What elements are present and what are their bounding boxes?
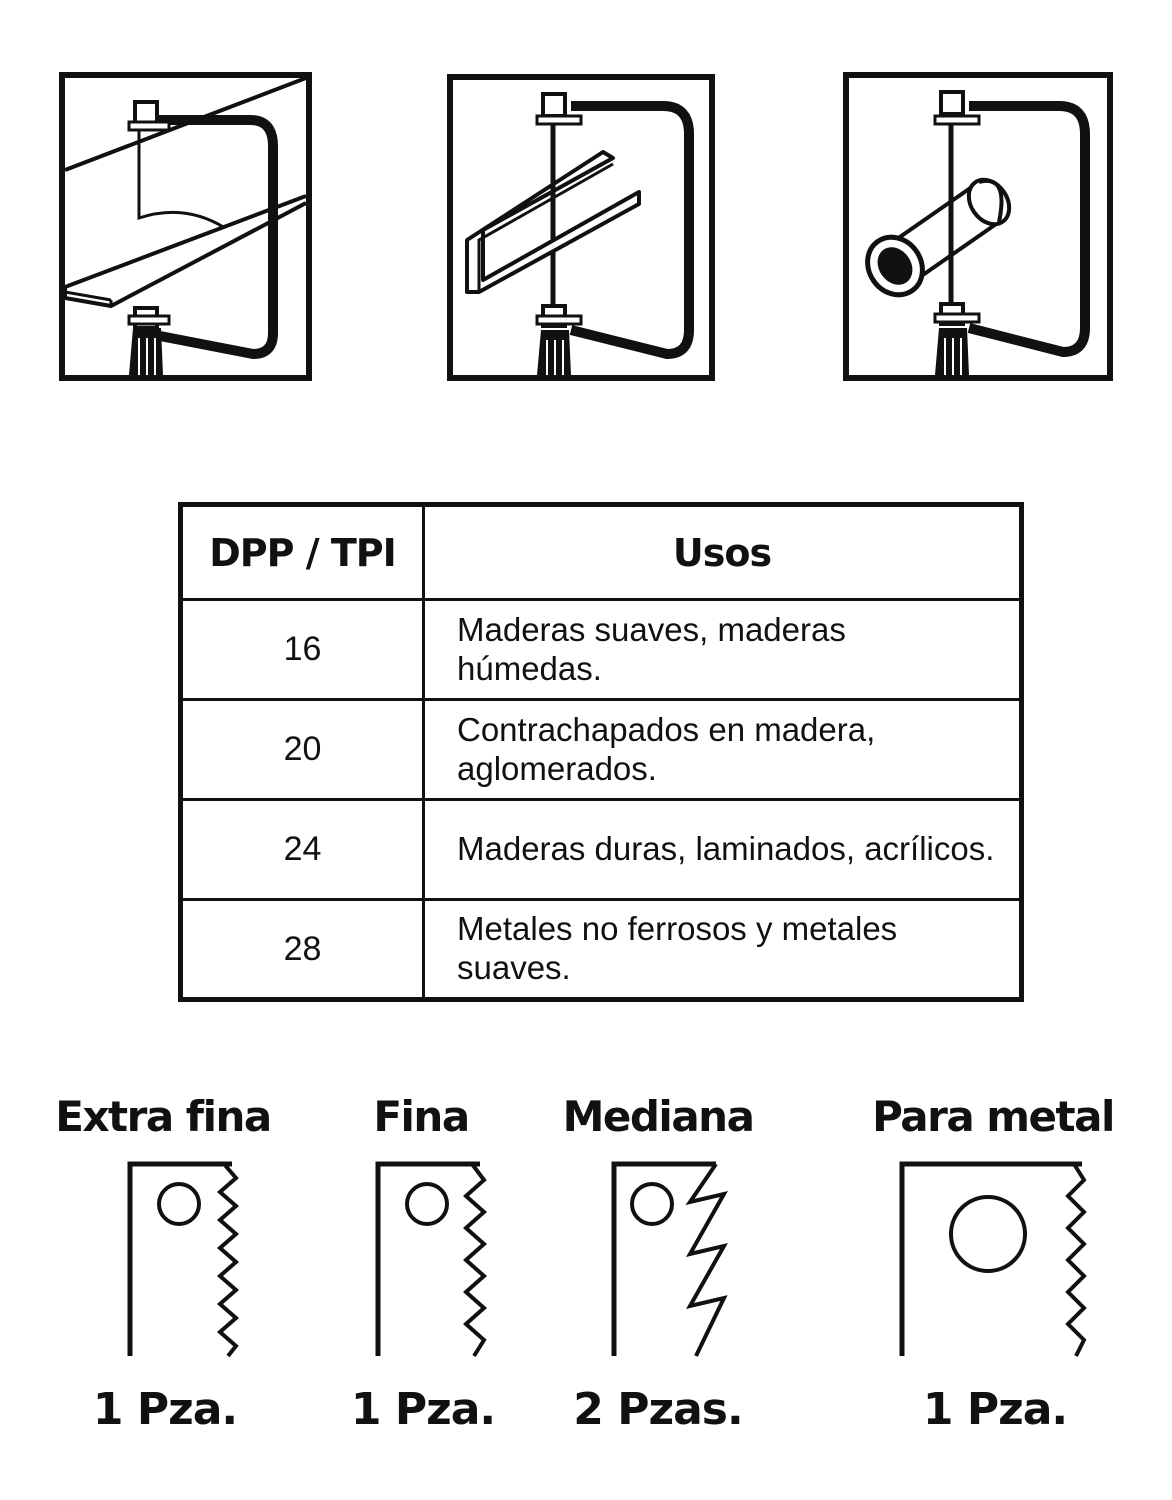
blade-quantity: 1 Pza. bbox=[350, 1384, 496, 1435]
blade-title: Mediana bbox=[562, 1092, 754, 1141]
tpi-cell: 16 bbox=[181, 600, 424, 700]
table-header-row bbox=[181, 505, 1022, 600]
column-header-tpi: DPP / TPI bbox=[181, 505, 424, 600]
table-row bbox=[181, 700, 1022, 800]
column-header-usos: Usos bbox=[424, 505, 1022, 600]
medium-blade-icon bbox=[608, 1158, 738, 1358]
blade-title: Extra fina bbox=[55, 1092, 271, 1141]
blade-title: Fina bbox=[373, 1092, 469, 1141]
illustration-tube-panel bbox=[843, 72, 1113, 381]
illustration-board-panel bbox=[59, 72, 312, 381]
coping-saw-cutting-board-icon bbox=[65, 78, 306, 375]
tpi-cell: 24 bbox=[181, 800, 424, 900]
uso-cell: Contrachapados en madera, aglomerados. bbox=[424, 700, 1022, 800]
table-row bbox=[181, 800, 1022, 900]
fine-blade-icon bbox=[372, 1158, 492, 1358]
tpi-cell: 28 bbox=[181, 900, 424, 1000]
blade-quantity: 1 Pza. bbox=[922, 1384, 1068, 1435]
coping-saw-cutting-tube-icon bbox=[849, 78, 1107, 375]
blade-quantity: 1 Pza. bbox=[92, 1384, 238, 1435]
tpi-cell: 20 bbox=[181, 700, 424, 800]
extra-fine-blade-icon bbox=[124, 1158, 244, 1358]
metal-blade-icon bbox=[896, 1158, 1096, 1358]
illustration-angle-panel bbox=[447, 74, 715, 381]
uso-cell: Maderas duras, laminados, acrílicos. bbox=[424, 800, 1022, 900]
blade-quantity: 2 Pzas. bbox=[573, 1384, 743, 1435]
table-row bbox=[181, 600, 1022, 700]
uso-cell: Metales no ferrosos y metales suaves. bbox=[424, 900, 1022, 1000]
table-row bbox=[181, 900, 1022, 1000]
coping-saw-cutting-angle-icon bbox=[453, 80, 709, 375]
blade-title: Para metal bbox=[872, 1092, 1114, 1141]
uso-cell: Maderas suaves, maderas húmedas. bbox=[424, 600, 1022, 700]
tpi-uses-table bbox=[178, 502, 1024, 1002]
